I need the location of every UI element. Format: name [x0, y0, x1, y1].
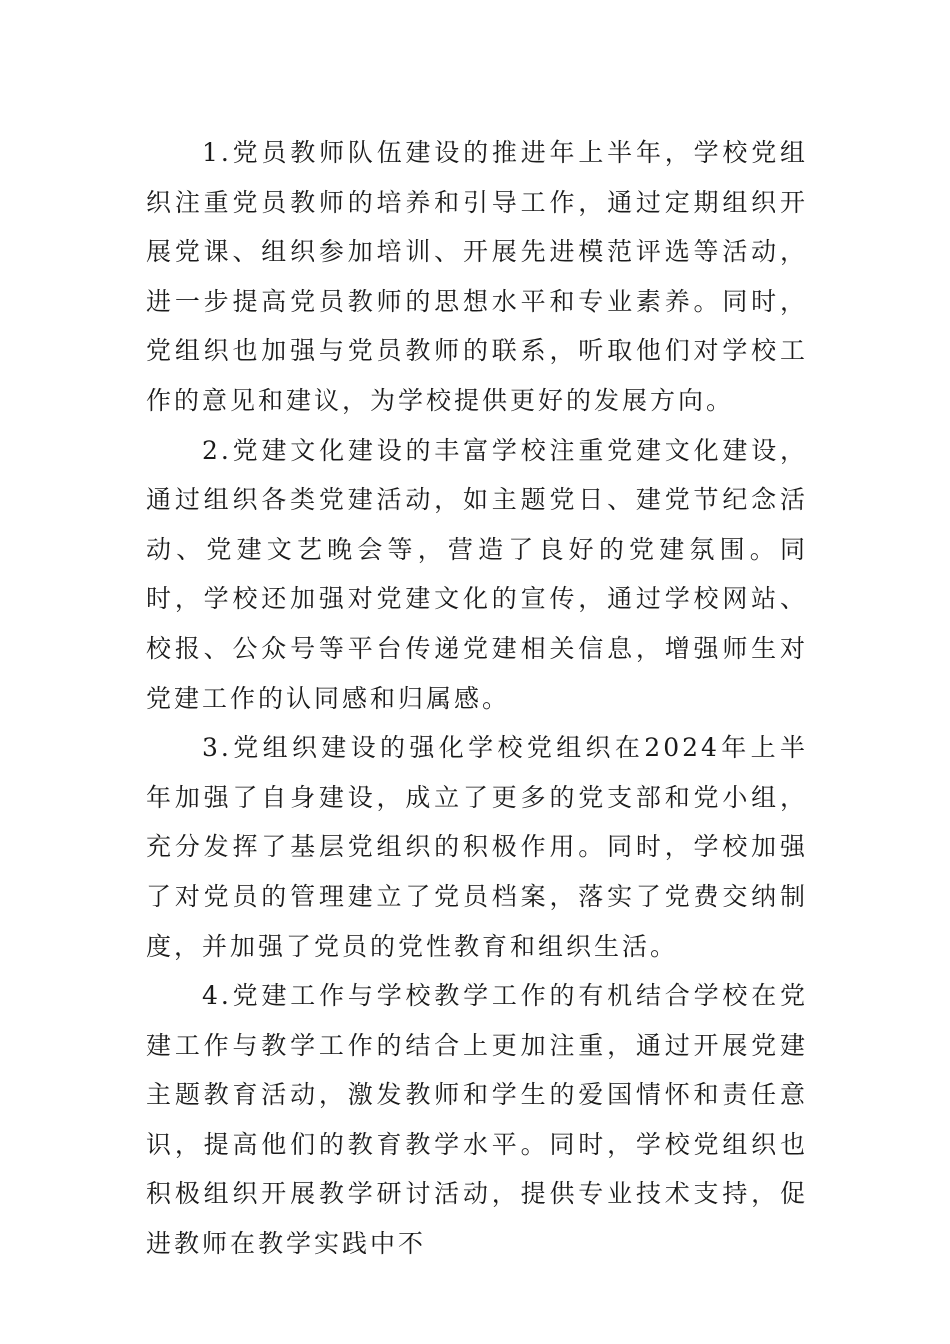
paragraph-3: 3.党组织建设的强化学校党组织在2024年上半年加强了自身建设，成立了更多的党支部和党小组，充分发挥了基层党组织的积极作用。同时，学校加强了对党员的管理建立了党员档案，落实了党费交纳制度，并加强了党员的党性教育和组织生活。 [146, 733, 808, 961]
document-body [146, 128, 808, 1269]
paragraph-2: 2.党建文化建设的丰富学校注重党建文化建设，通过组织各类党建活动，如主题党日、建党节纪念活动、党建文艺晚会等，营造了良好的党建氛围。同时，学校还加强对党建文化的宣传，通过学校网站、校报、公众号等平台传递党建相关信息，增强师生对党建工作的认同感和归属感。 [146, 435, 808, 713]
paragraph-4: 4.党建工作与学校教学工作的有机结合学校在党建工作与教学工作的结合上更加注重，通过开展党建主题教育活动，激发教师和学生的爱国情怀和责任意识，提高他们的教育教学水平。同时，学校党组织也积极组织开展教学研讨活动，提供专业技术支持，促进教师在教学实践中不 [146, 981, 808, 1259]
paragraph-1: 1.党员教师队伍建设的推进年上半年，学校党组织注重党员教师的培养和引导工作，通过定期组织开展党课、组织参加培训、开展先进模范评选等活动，进一步提高党员教师的思想水平和专业素养。同时，党组织也加强与党员教师的联系，听取他们对学校工作的意见和建议，为学校提供更好的发展方向。 [146, 138, 808, 415]
